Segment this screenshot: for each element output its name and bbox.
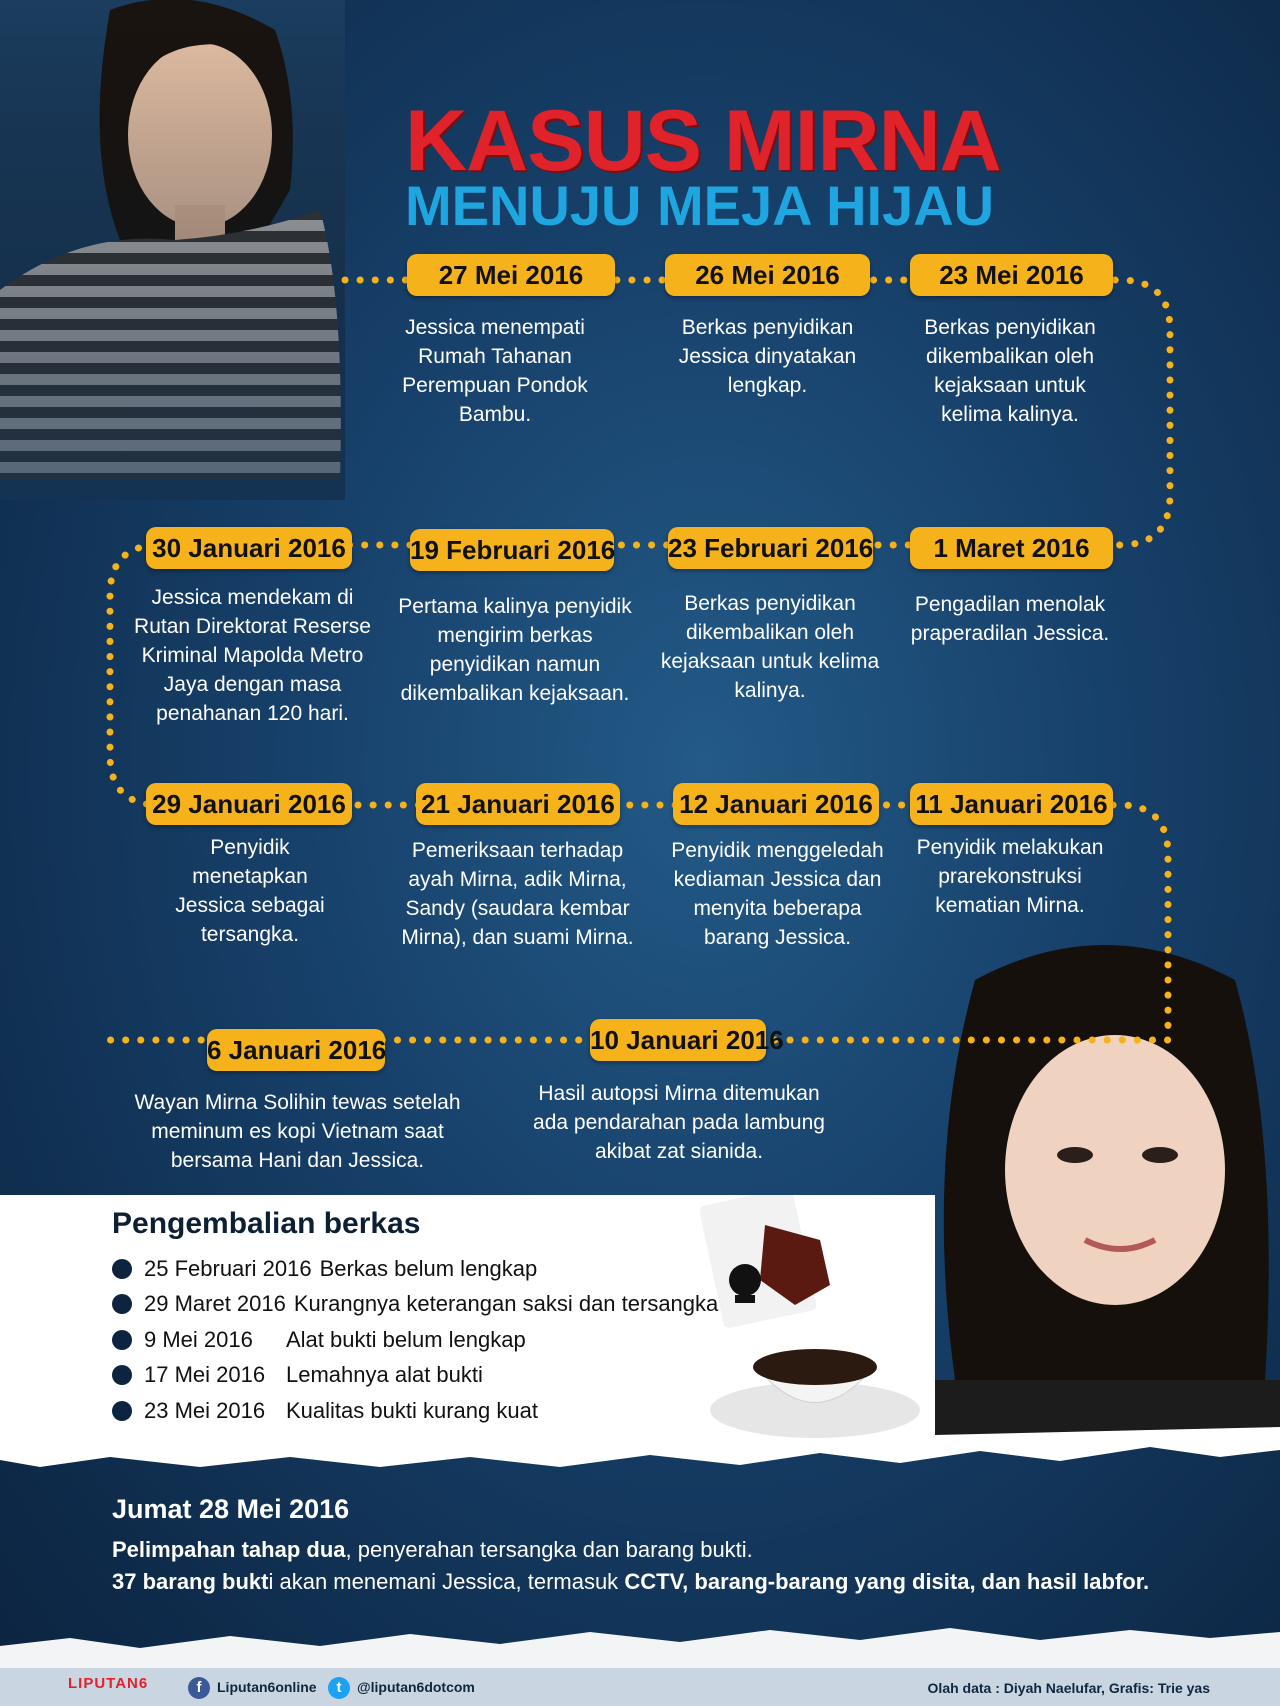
- returns-item: [112, 1288, 718, 1320]
- twitter-handle[interactable]: @liputan6dotcom: [357, 1679, 475, 1695]
- timeline-date: 21 Januari 2016: [416, 783, 620, 825]
- credit-text: Olah data : Diyah Naelufar, Grafis: Trie yas: [927, 1680, 1210, 1696]
- timeline-date: 6 Januari 2016: [207, 1029, 385, 1071]
- facebook-handle[interactable]: Liputan6online: [217, 1679, 317, 1695]
- timeline-text: Jessica menempati Rumah Tahanan Perempuan Pondok Bambu.: [402, 316, 588, 426]
- timeline-date: 10 Januari 2016: [590, 1019, 766, 1061]
- timeline-date: 1 Maret 2016: [910, 527, 1113, 569]
- poison-bottle-icon: [700, 1195, 830, 1329]
- returns-item: [112, 1253, 537, 1285]
- timeline-text: Jessica mendekam di Rutan Direktorat Reserse Kriminal Mapolda Metro Jaya dengan masa penahanan 120 hari.: [134, 586, 371, 725]
- returns-title: Pengembalian berkas: [112, 1207, 421, 1240]
- timeline-date: 19 Februari 2016: [410, 529, 614, 571]
- timeline-text: Berkas penyidikan Jessica dinyatakan lengkap.: [678, 316, 857, 397]
- timeline-text: Pengadilan menolak praperadilan Jessica.: [910, 593, 1110, 645]
- timeline-text: Penyidik melakukan prarekonstruksi kematian Mirna.: [916, 836, 1104, 917]
- facebook-icon[interactable]: f: [188, 1677, 210, 1699]
- returns-desc: Kurangnya keterangan saksi dan tersangka: [293, 1291, 719, 1316]
- bullet-icon: [112, 1330, 132, 1350]
- page-title: KASUS MIRNA: [405, 93, 1001, 189]
- timeline-text: Penyidik menetapkan Jessica sebagai tersangka.: [175, 836, 325, 946]
- returns-item: [112, 1324, 526, 1356]
- returns-desc: Kualitas bukti kurang kuat: [286, 1398, 538, 1423]
- final-line-1-rest: , penyerahan tersangka dan barang bukti.: [345, 1537, 753, 1562]
- bullet-icon: [112, 1401, 132, 1421]
- twitter-icon[interactable]: t: [328, 1677, 350, 1699]
- timeline-text: Pertama kalinya penyidik mengirim berkas penyidikan namun dikembalikan kejaksaan.: [398, 595, 632, 705]
- returns-date: 9 Mei 2016: [144, 1327, 253, 1352]
- timeline-date: 27 Mei 2016: [407, 254, 615, 296]
- final-line-1-bold: Pelimpahan tahap dua: [112, 1537, 346, 1562]
- final-line-2-bold-a: 37 barang bukt: [112, 1569, 269, 1594]
- returns-item: [112, 1359, 483, 1391]
- timeline-date: 12 Januari 2016: [673, 783, 879, 825]
- timeline-date: 29 Januari 2016: [146, 783, 352, 825]
- timeline-date: 23 Februari 2016: [668, 527, 873, 569]
- returns-desc: Berkas belum lengkap: [319, 1256, 538, 1281]
- timeline-date: 11 Januari 2016: [910, 783, 1113, 825]
- returns-item: [112, 1395, 538, 1427]
- final-line-2-mid: i akan menemani Jessica, termasuk: [268, 1569, 625, 1594]
- returns-date: 29 Maret 2016: [144, 1291, 286, 1316]
- bullet-icon: [112, 1365, 132, 1385]
- final-line-2: [112, 1569, 1149, 1595]
- timeline-text: Penyidik menggeledah kediaman Jessica dan menyita beberapa barang Jessica.: [671, 839, 884, 949]
- bullet-icon: [112, 1259, 132, 1279]
- timeline-date: 30 Januari 2016: [146, 527, 352, 569]
- final-line-1: [112, 1537, 753, 1563]
- coffee-cup-icon: [710, 1349, 920, 1438]
- final-date: Jumat 28 Mei 2016: [112, 1494, 350, 1524]
- returns-desc: Lemahnya alat bukti: [286, 1362, 483, 1387]
- timeline-text: Berkas penyidikan dikembalikan oleh kejaksaan untuk kelima kalinya.: [660, 592, 880, 702]
- bullet-icon: [112, 1294, 132, 1314]
- returns-date: 23 Mei 2016: [144, 1398, 266, 1423]
- liputan6-logo: LIPUTAN6: [68, 1675, 149, 1692]
- timeline-text: Wayan Mirna Solihin tewas setelah meminum es kopi Vietnam saat bersama Hani dan Jessica.: [134, 1091, 461, 1172]
- final-line-2-bold-b: CCTV, barang-barang yang disita, dan hasil labfor.: [624, 1569, 1150, 1594]
- timeline-text: Berkas penyidikan dikembalikan oleh kejaksaan untuk kelima kalinya.: [924, 316, 1096, 426]
- returns-desc: Alat bukti belum lengkap: [286, 1327, 526, 1352]
- returns-date: 25 Februari 2016: [144, 1256, 312, 1281]
- poison-coffee-illustration: [700, 1195, 935, 1440]
- timeline-text: Pemeriksaan terhadap ayah Mirna, adik Mirna, Sandy (saudara kembar Mirna), dan suami Mirna.: [401, 839, 634, 949]
- returns-date: 17 Mei 2016: [144, 1362, 266, 1387]
- timeline-text: Hasil autopsi Mirna ditemukan ada pendarahan pada lambung akibat zat sianida.: [533, 1082, 825, 1163]
- page-subtitle: MENUJU MEJA HIJAU: [405, 174, 995, 237]
- torn-edge: [0, 1618, 1280, 1670]
- timeline-date: 23 Mei 2016: [910, 254, 1113, 296]
- timeline-date: 26 Mei 2016: [665, 254, 870, 296]
